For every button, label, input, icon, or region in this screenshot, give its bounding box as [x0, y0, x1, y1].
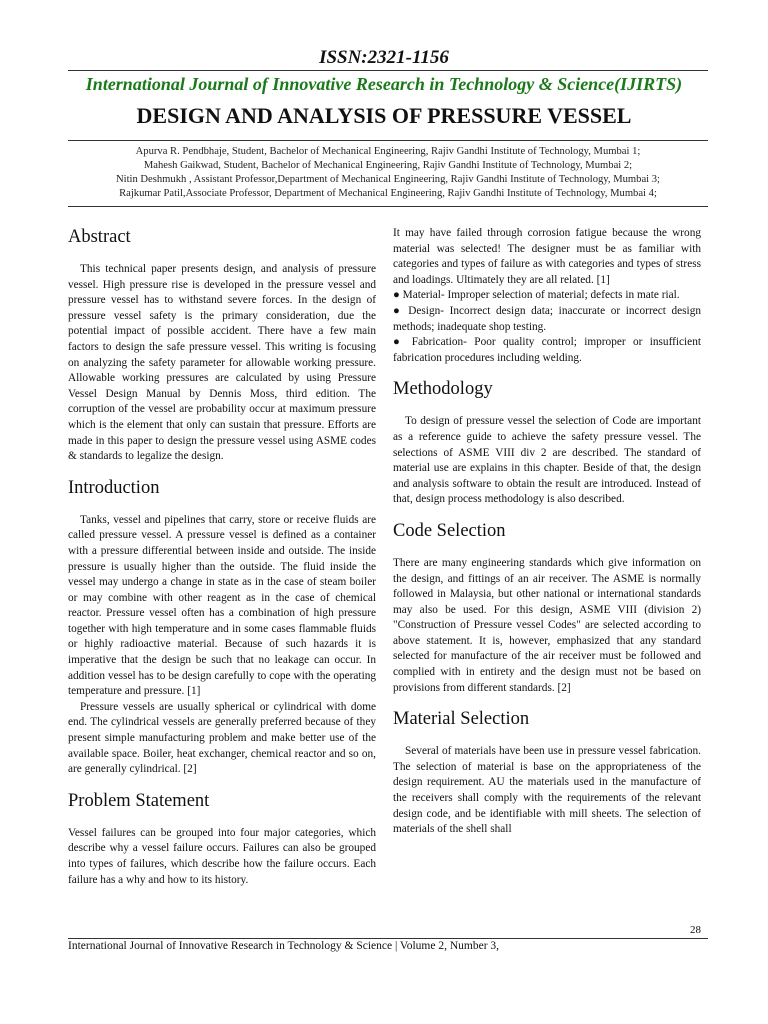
bullet-item: ● Design- Incorrect design data; inaccurate or incorrect design methods; inadequate shop testing.: [393, 304, 701, 333]
header-rule: [68, 70, 708, 71]
problem-statement-heading: Problem Statement: [68, 790, 210, 811]
bullet-item: ● Material- Improper selection of material; defects in mate rial.: [393, 289, 680, 302]
code-selection-heading: Code Selection: [393, 520, 506, 541]
author-rule: [68, 206, 708, 207]
paper-title: DESIGN AND ANALYSIS OF PRESSURE VESSEL: [136, 103, 632, 128]
material-selection-paragraph: Several of materials have been use in pressure vessel fabrication. The selection of material is base on the appropriateness of the design requirement. AU the materials used in the manufacture of the receivers shall comply with the requirements of the relevant design code, and be identifiable with mill sheets. The selection of materials of the shell shall: [393, 745, 701, 836]
left-column: [68, 226, 376, 888]
material-selection-heading: Material Selection: [393, 709, 530, 730]
title-rule: [68, 140, 708, 141]
methodology-heading: Methodology: [393, 379, 493, 400]
author-line: Nitin Deshmukh , Assistant Professor,Department of Mechanical Engineering, Rajiv Gandhi Institute of Technology, Mumbai 3;: [115, 174, 661, 185]
issn-header: ISSN:2321-1156: [319, 47, 449, 68]
author-line: Apurva R. Pendbhaje, Student, Bachelor of Mechanical Engineering, Rajiv Gandhi Institute of Technology, Mumbai 1;: [135, 146, 641, 157]
footer-rule: [68, 938, 708, 939]
abstract-paragraph: This technical paper presents design, and analysis of pressure vessel. High pressure rise is developed in the pressure vessel and pressure vessel has to withstand severe forces. In the design of pressure vessel safety is the primary consideration, due the potential impact of possible accident. There have a few main factors to design the safe pressure vessel. This writing is focusing on analyzing the safety parameter for allowable working pressure. Allowable working pressures are calculated by using Pressure Vessel Design Manual by Dennis Moss, third edition. The corruption of the vessel are probability occur at maximum pressure which is the element that only can sustain that pressure. Efforts are made in this paper to design the pressure vessel using ASME codes & standards to legalize the design.: [68, 263, 376, 463]
introduction-paragraph: Pressure vessels are usually spherical or cylindrical with dome end. The cylindrical vessels are generally preferred because of they present simple manufacturing problem and make better use of the available space. Boiler, heat exchanger, chemical reactor and so on, are generally cylindrical. [2]: [68, 700, 376, 776]
methodology-paragraph: To design of pressure vessel the selection of Code are important as a reference guide to achieve the safety pressure vessel. The selections of ASME VIII div 2 are described. The standard of material use are explains in this chapter. Beside of that, the design and analysis software to obtain the result are introduced. Instead of that, design process methodology is also described.: [393, 415, 701, 506]
code-selection-paragraph: There are many engineering standards which give information on the design, and fittings of an air receiver. The ASME is normally followed in Malaysia, but other national or international standards may also be used. For this design, ASME VIII (division 2) "Construction of Pressure vessel Codes" are selected according to above statement. It is, however, emphasized that any standard selected for manufacture of the air receiver must be followed and complied with in entirety and the design must not be based on provisions from different standards. [2]: [393, 556, 701, 694]
abstract-heading: Abstract: [68, 227, 131, 247]
continued-paragraph: It may have failed through corrosion fatigue because the wrong material was selected! The designer must be as familiar with categories and types of failure as with categories and types of stress and loadings. Ultimately they are all related. [1]: [393, 227, 701, 286]
running-footer: International Journal of Innovative Research in Technology & Science | Volume 2, Number 3,: [68, 940, 500, 952]
bullet-item: ● Fabrication- Poor quality control; improper or insufficient fabrication procedures including welding.: [393, 336, 701, 364]
problem-statement-paragraph: Vessel failures can be grouped into four major categories, which describe why a vessel failure occurs. Failures can also be grouped into types of failures, which describe how the failure occurs. Each failure has a why and how to its history.: [68, 826, 376, 886]
author-line: Rajkumar Patil,Associate Professor, Department of Mechanical Engineering, Rajiv Gandhi Institute of Technology, Mumbai 4;: [119, 188, 657, 199]
journal-title: International Journal of Innovative Research in Technology & Science(IJIRTS): [85, 74, 683, 94]
author-list: [60, 145, 716, 201]
introduction-heading: Introduction: [68, 477, 160, 498]
page-number: 28: [690, 924, 701, 936]
introduction-paragraph: Tanks, vessel and pipelines that carry, store or receive fluids are called pressure vessel. A pressure vessel is defined as a container with a pressure differential between inside and outside. The inside pressure is usually higher than the outside. The fluid inside the vessel may undergo a change in state as in the case of steam boiler or may combine with other reagent as in the case of chemical reactor. Pressure vessel often has a combination of high pressure together with high temperature and in some cases flammable fluids or highly radioactive material. Because of such hazards it is imperative that the design be such that no leakage can occur. In addition vessel has to be design carefully to cope with the operating temperature and pressure. [1]: [68, 513, 376, 698]
right-column: [393, 226, 701, 838]
author-line: Mahesh Gaikwad, Student, Bachelor of Mechanical Engineering, Rajiv Gandhi Institute of Technology, Mumbai 2;: [143, 160, 633, 171]
